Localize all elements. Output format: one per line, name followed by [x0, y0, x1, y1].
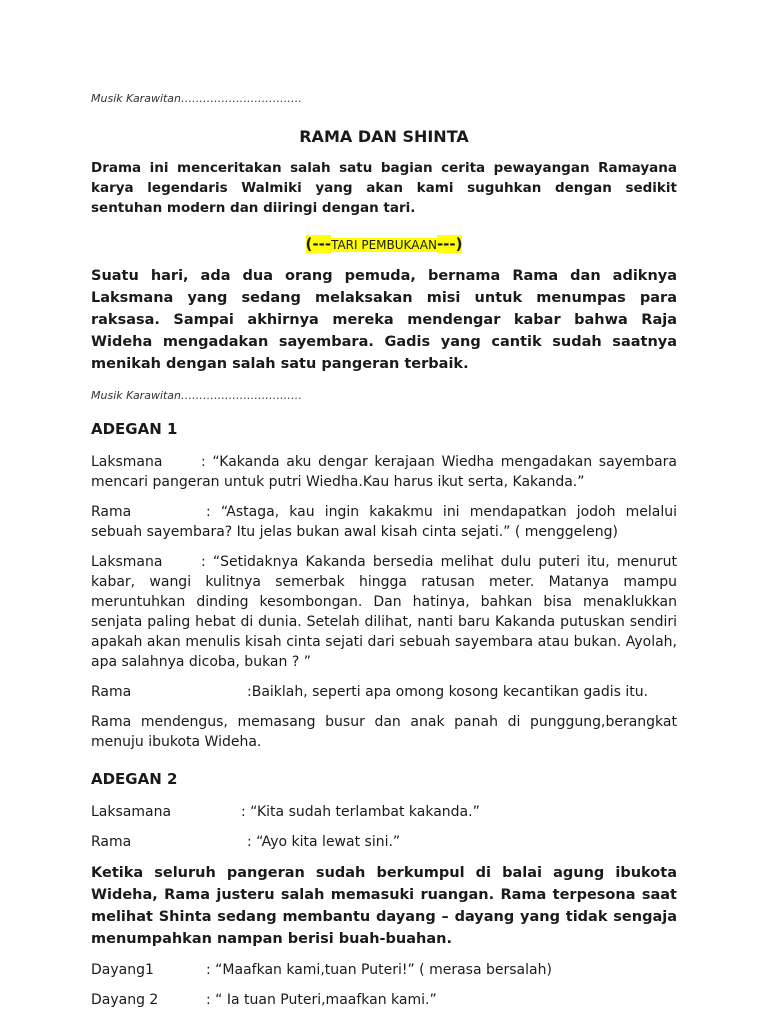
dialog-text: : “Kakanda aku dengar kerajaan Wiedha mengadakan sayembara mencari pangeran untuk putri Wiedha.Kau harus ikut serta, Kakanda.”: [91, 454, 677, 490]
opening-dance-cue: [91, 234, 677, 253]
dialog-text: : “Setidaknya Kakanda bersedia melihat dulu puteri itu, menurut kabar, wangi kulitnya semerbak hingga ratusan meter. Matanya mampu meruntuhkan dinding kesombongan. Dan hatinya, bahkan bisa menaklukkan senjata paling hebat di dunia. Setelah dilihat, nanti baru Kakanda putuskan sendiri apakah akan menulis kisah cinta sejati dari sebuah sayembara atau bukan. Ayolah, apa salahnya dicoba, bukan ? ”: [91, 554, 677, 670]
dialog-line: [91, 502, 677, 542]
dialog-line: [91, 832, 677, 852]
dialog-line: [91, 990, 677, 1010]
dialog-line: [91, 452, 677, 492]
dialog-text: : “ Ia tuan Puteri,maafkan kami.”: [206, 992, 437, 1008]
speaker-name: Rama: [91, 834, 132, 850]
scene-1-narration: Rama mendengus, memasang busur dan anak panah di punggung,berangkat menuju ibukota Wideha.: [91, 714, 677, 750]
dialog-text: : “Kita sudah terlambat kakanda.”: [241, 804, 480, 820]
dialog-line: [91, 960, 677, 980]
dialog-line: [91, 802, 677, 822]
opening-dance-label: TARI PEMBUKAAN: [331, 238, 437, 252]
opening-left-marker: (---: [305, 235, 332, 253]
speaker-name: Rama: [91, 504, 132, 520]
speaker-name: Laksamana: [91, 804, 172, 820]
music-note-header: Musik Karawitan……………………………: [91, 92, 303, 105]
speaker-name: Rama: [91, 684, 132, 700]
speaker-name: Dayang 2: [91, 992, 159, 1008]
speaker-name: Laksmana: [91, 554, 163, 570]
dialog-text: : “Astaga, kau ingin kakakmu ini mendapatkan jodoh melalui sebuah sayembara? Itu jelas bukan awal kisah cinta sejati.” ( menggeleng): [91, 504, 677, 540]
opening-right-marker: ---): [436, 235, 463, 253]
intro-paragraph: Drama ini menceritakan salah satu bagian cerita pewayangan Ramayana karya legendaris Walmiki yang akan kami suguhkan dengan sedikit sentuhan modern dan diiringi dengan tari.: [91, 160, 677, 216]
scene-1-heading: ADEGAN 1: [91, 420, 178, 438]
narration-paragraph-1: Suatu hari, ada dua orang pemuda, bernama Rama dan adiknya Laksmana yang sedang melaksakan misi untuk menumpas para raksasa. Sampai akhirnya mereka mendengar kabar bahwa Raja Wideha mengadakan sayembara. Gadis yang cantik sudah saatnya menikah dengan salah satu pangeran terbaik.: [91, 268, 677, 372]
scene-2-heading: ADEGAN 2: [91, 770, 178, 788]
speaker-name: Laksmana: [91, 454, 163, 470]
document-title: RAMA DAN SHINTA: [299, 127, 469, 146]
scene-2-narration: Ketika seluruh pangeran sudah berkumpul di balai agung ibukota Wideha, Rama justeru salah memasuki ruangan. Rama terpesona saat melihat Shinta sedang membantu dayang – dayang yang tidak sengaja menumpahkan nampan berisi buah-buahan.: [91, 865, 677, 947]
dialog-line: [91, 552, 677, 672]
dialog-text: : “Maafkan kami,tuan Puteri!” ( merasa bersalah): [206, 962, 552, 978]
dialog-text: :Baiklah, seperti apa omong kosong kecantikan gadis itu.: [247, 684, 649, 700]
dialog-line: [91, 682, 677, 702]
music-note-2: Musik Karawitan……………………………: [91, 389, 303, 402]
speaker-name: Dayang1: [91, 962, 154, 978]
dialog-text: : “Ayo kita lewat sini.”: [247, 834, 401, 850]
